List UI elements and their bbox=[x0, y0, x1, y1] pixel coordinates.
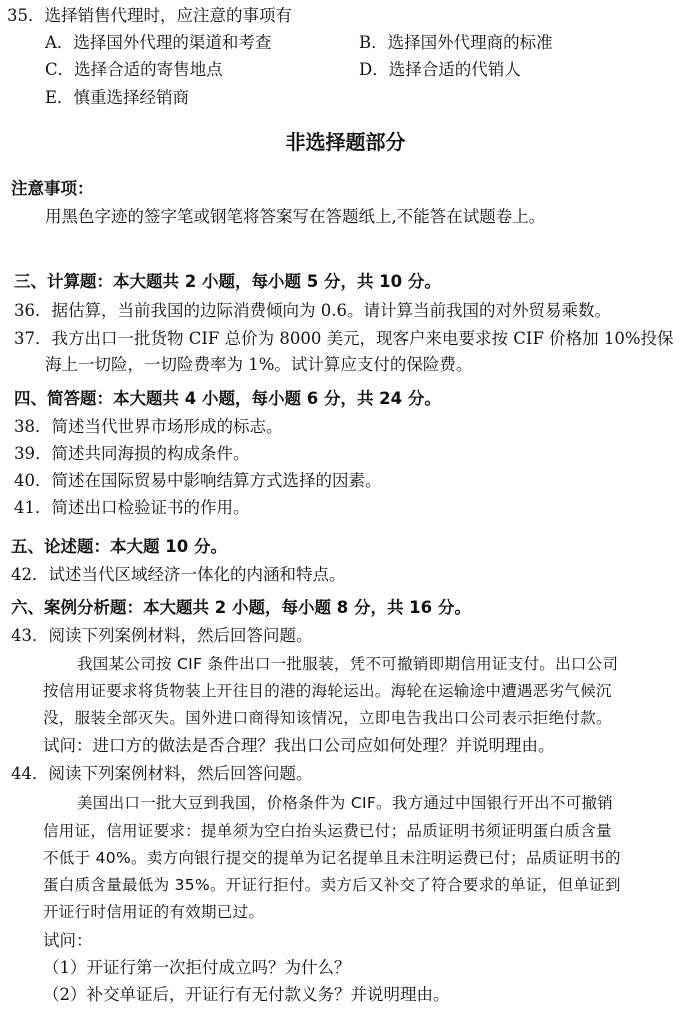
q35-option-e: E．慎重选择经销商 bbox=[45, 88, 190, 107]
q35-option-b: B．选择国外代理商的标准 bbox=[359, 33, 553, 52]
q35-option-c: C．选择合适的寄售地点 bbox=[45, 60, 223, 79]
question-44-ask: 试问： bbox=[43, 931, 93, 950]
q35-stem: 35．选择销售代理时，应注意的事项有 bbox=[7, 6, 292, 25]
notice-body: 用黑色字迹的签字笔或钢笔将答案写在答题纸上,不能答在试题卷上。 bbox=[45, 207, 546, 226]
question-42: 42．试述当代区域经济一体化的内涵和特点。 bbox=[11, 565, 346, 584]
question-44-paragraph-line: 美国出口一批大豆到我国，价格条件为 CIF。我方通过中国银行开出不可撤销 bbox=[77, 794, 614, 812]
question-39: 39．简述共同海损的构成条件。 bbox=[14, 444, 250, 463]
question-43-question: 试问：进口方的做法是否合理？我出口公司应如何处理？并说明理由。 bbox=[43, 736, 555, 755]
part-title: 非选择题部分 bbox=[285, 130, 406, 154]
notice-heading: 注意事项： bbox=[11, 179, 94, 198]
question-44-paragraph-line: 信用证，信用证要求：提单须为空白抬头运费已付；品质证明书须证明蛋白质含量 bbox=[43, 822, 612, 840]
question-36: 36．据估算，当前我国的边际消费倾向为 0.6。请计算当前我国的对外贸易乘数。 bbox=[14, 301, 611, 320]
question-44-paragraph-line: 不低于 40%。卖方向银行提交的提单为记名提单且未注明运费已付；品质证明书的 bbox=[43, 849, 621, 867]
question-40: 40．简述在国际贸易中影响结算方式选择的因素。 bbox=[14, 471, 382, 490]
question-44-sub-1: （1）开证行第一次拒付成立吗？为什么？ bbox=[43, 958, 351, 977]
q35-option-a: A．选择国外代理的渠道和考查 bbox=[45, 33, 272, 52]
question-43-paragraph-line: 没，服装全部灭失。国外进口商得知该情况，立即电告我出口公司表示拒绝付款。 bbox=[43, 709, 612, 727]
q35-option-d: D．选择合适的代销人 bbox=[359, 60, 521, 79]
section-3-heading: 三、计算题：本大题共 2 小题，每小题 5 分，共 10 分。 bbox=[14, 272, 441, 291]
question-43-paragraph-line: 我国某公司按 CIF 条件出口一批服装，凭不可撤销即期信用证支付。出口公司 bbox=[77, 655, 619, 673]
section-5-heading: 五、论述题：本大题 10 分。 bbox=[11, 537, 227, 556]
question-38: 38．简述当代世界市场形成的标志。 bbox=[14, 417, 283, 436]
question-44-paragraph-line: 蛋白质含量最低为 35%。开证行拒付。卖方后又补交了符合要求的单证，但单证到 bbox=[43, 876, 621, 894]
section-6-heading: 六、案例分析题：本大题共 2 小题，每小题 8 分，共 16 分。 bbox=[11, 598, 471, 617]
question-44-paragraph-line: 开证行时信用证的有效期已过。 bbox=[43, 903, 265, 921]
question-43-paragraph-line: 按信用证要求将货物装上开往目的港的海轮运出。海轮在运输途中遭遇恶劣气候沉 bbox=[43, 682, 612, 700]
section-4-heading: 四、简答题：本大题共 4 小题，每小题 6 分，共 24 分。 bbox=[14, 389, 441, 408]
question-44-stem: 44．阅读下列案例材料，然后回答问题。 bbox=[11, 764, 313, 783]
question-37-line-1: 37．我方出口一批货物 CIF 总价为 8000 美元，现客户来电要求按 CIF 价格加 10%投保 bbox=[14, 329, 674, 348]
question-44-sub-2: （2）补交单证后，开证行有无付款义务？并说明理由。 bbox=[43, 985, 450, 1004]
question-41: 41．简述出口检验证书的作用。 bbox=[14, 498, 250, 517]
question-43-stem: 43．阅读下列案例材料，然后回答问题。 bbox=[11, 626, 313, 645]
question-37-line-2: 海上一切险，一切险费率为 1%。试计算应支付的保险费。 bbox=[45, 355, 473, 374]
